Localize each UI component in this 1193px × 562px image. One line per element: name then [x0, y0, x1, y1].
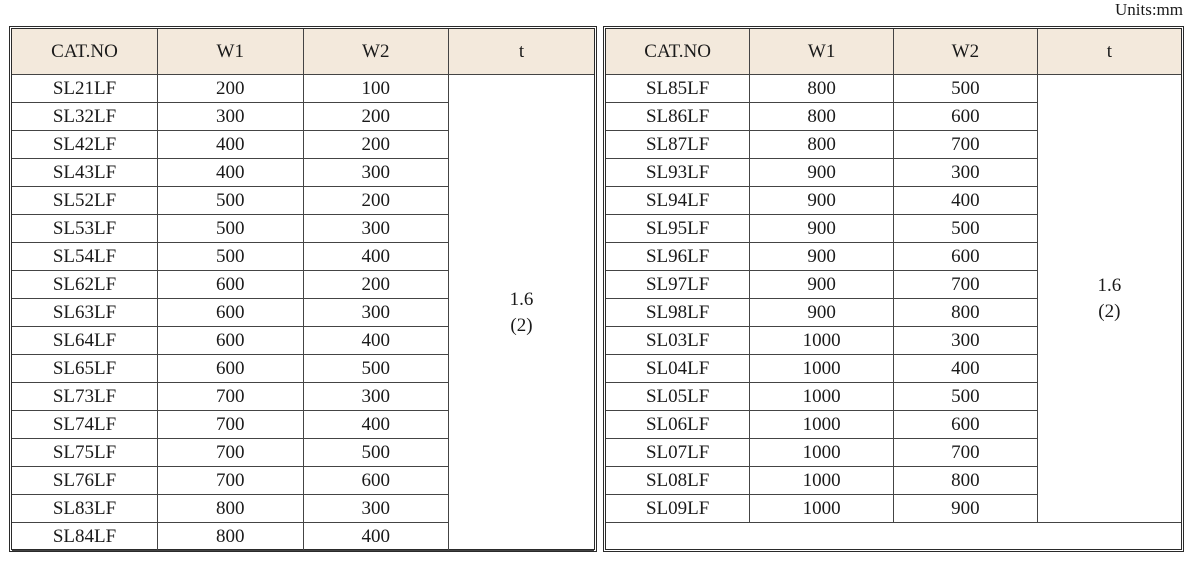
- w1-cell: 900: [750, 271, 894, 299]
- cat-no-cell: SL75LF: [12, 439, 158, 467]
- w1-cell: 700: [158, 439, 304, 467]
- cat-no-cell: SL52LF: [12, 187, 158, 215]
- cat-no-cell: SL85LF: [606, 75, 750, 103]
- w1-cell: 1000: [750, 467, 894, 495]
- w2-cell: 400: [303, 411, 449, 439]
- w2-cell: 400: [894, 355, 1038, 383]
- w2-cell: 600: [894, 411, 1038, 439]
- w1-cell: 800: [750, 103, 894, 131]
- w2-cell: 700: [894, 439, 1038, 467]
- cat-no-cell: SL54LF: [12, 243, 158, 271]
- cat-no-cell: SL76LF: [12, 467, 158, 495]
- cat-no-cell: SL73LF: [12, 383, 158, 411]
- w1-cell: 1000: [750, 327, 894, 355]
- w2-cell: 300: [894, 327, 1038, 355]
- cat-no-cell: SL98LF: [606, 299, 750, 327]
- cat-no-cell: SL32LF: [12, 103, 158, 131]
- units-label: Units:mm: [1114, 0, 1183, 19]
- right-table-body: [606, 75, 1181, 523]
- w2-cell: 100: [303, 75, 449, 103]
- cat-no-cell: SL84LF: [12, 523, 158, 551]
- w2-cell: 600: [894, 243, 1038, 271]
- w1-cell: 700: [158, 467, 304, 495]
- w2-cell: 900: [894, 495, 1038, 523]
- cat-no-cell: SL95LF: [606, 215, 750, 243]
- t-note: (2): [510, 314, 533, 336]
- w1-cell: 800: [750, 75, 894, 103]
- cat-no-cell: SL63LF: [12, 299, 158, 327]
- w2-cell: 300: [303, 299, 449, 327]
- header-w1: W1: [750, 29, 894, 75]
- w1-cell: 800: [158, 495, 304, 523]
- w1-cell: 500: [158, 243, 304, 271]
- w1-cell: 700: [158, 383, 304, 411]
- t-note: (2): [1098, 300, 1121, 322]
- w1-cell: 600: [158, 271, 304, 299]
- cat-no-cell: SL53LF: [12, 215, 158, 243]
- w2-cell: 500: [894, 383, 1038, 411]
- w2-cell: 500: [303, 439, 449, 467]
- w2-cell: 200: [303, 103, 449, 131]
- cat-no-cell: SL03LF: [606, 327, 750, 355]
- header-w2: W2: [894, 29, 1038, 75]
- w2-cell: 300: [303, 159, 449, 187]
- cat-no-cell: SL05LF: [606, 383, 750, 411]
- cat-no-cell: SL43LF: [12, 159, 158, 187]
- w2-cell: 400: [303, 327, 449, 355]
- header-cat-no: CAT.NO: [606, 29, 750, 75]
- w2-cell: 400: [303, 523, 449, 551]
- header-t: t: [1037, 29, 1181, 75]
- w2-cell: 300: [894, 159, 1038, 187]
- w1-cell: 1000: [750, 439, 894, 467]
- w1-cell: 900: [750, 243, 894, 271]
- w2-cell: 500: [894, 75, 1038, 103]
- w2-cell: 800: [894, 299, 1038, 327]
- w1-cell: 1000: [750, 383, 894, 411]
- w1-cell: 800: [750, 131, 894, 159]
- header-t: t: [449, 29, 595, 75]
- cat-no-cell: SL09LF: [606, 495, 750, 523]
- cat-no-cell: SL04LF: [606, 355, 750, 383]
- t-value: 1.6: [1097, 274, 1122, 296]
- w2-cell: 700: [894, 271, 1038, 299]
- w1-cell: 300: [158, 103, 304, 131]
- header-w1: W1: [158, 29, 304, 75]
- w2-cell: 600: [303, 467, 449, 495]
- w1-cell: 900: [750, 159, 894, 187]
- w1-cell: 1000: [750, 495, 894, 523]
- cat-no-cell: SL86LF: [606, 103, 750, 131]
- w1-cell: 1000: [750, 411, 894, 439]
- t-value-cell: [1037, 75, 1181, 523]
- cat-no-cell: SL64LF: [12, 327, 158, 355]
- w1-cell: 600: [158, 327, 304, 355]
- w2-cell: 800: [894, 467, 1038, 495]
- w1-cell: 600: [158, 299, 304, 327]
- t-value-cell: [449, 75, 595, 551]
- w2-cell: 500: [303, 355, 449, 383]
- w1-cell: 1000: [750, 355, 894, 383]
- w2-cell: 500: [894, 215, 1038, 243]
- cat-no-cell: SL87LF: [606, 131, 750, 159]
- w1-cell: 700: [158, 411, 304, 439]
- w2-cell: 200: [303, 271, 449, 299]
- w1-cell: 500: [158, 187, 304, 215]
- w1-cell: 400: [158, 131, 304, 159]
- header-row: [606, 29, 1181, 75]
- w1-cell: 900: [750, 187, 894, 215]
- w2-cell: 300: [303, 383, 449, 411]
- cat-no-cell: SL93LF: [606, 159, 750, 187]
- w1-cell: 800: [158, 523, 304, 551]
- cat-no-cell: SL21LF: [12, 75, 158, 103]
- left-table-body: [12, 75, 594, 551]
- w2-cell: 400: [303, 243, 449, 271]
- left-spec-table: [9, 26, 597, 552]
- w2-cell: 700: [894, 131, 1038, 159]
- header-w2: W2: [303, 29, 449, 75]
- cat-no-cell: SL62LF: [12, 271, 158, 299]
- t-value: 1.6: [509, 288, 534, 310]
- header-row: [12, 29, 594, 75]
- cat-no-cell: SL65LF: [12, 355, 158, 383]
- cat-no-cell: SL74LF: [12, 411, 158, 439]
- w2-cell: 400: [894, 187, 1038, 215]
- w2-cell: 200: [303, 187, 449, 215]
- right-spec-table: [603, 26, 1184, 552]
- w2-cell: 300: [303, 495, 449, 523]
- cat-no-cell: SL06LF: [606, 411, 750, 439]
- w1-cell: 400: [158, 159, 304, 187]
- w1-cell: 500: [158, 215, 304, 243]
- cat-no-cell: SL96LF: [606, 243, 750, 271]
- cat-no-cell: SL83LF: [12, 495, 158, 523]
- cat-no-cell: SL42LF: [12, 131, 158, 159]
- cat-no-cell: SL07LF: [606, 439, 750, 467]
- w1-cell: 900: [750, 215, 894, 243]
- w1-cell: 600: [158, 355, 304, 383]
- w2-cell: 600: [894, 103, 1038, 131]
- w2-cell: 300: [303, 215, 449, 243]
- cat-no-cell: SL97LF: [606, 271, 750, 299]
- header-cat-no: CAT.NO: [12, 29, 158, 75]
- w1-cell: 900: [750, 299, 894, 327]
- cat-no-cell: SL08LF: [606, 467, 750, 495]
- table-row: [606, 75, 1181, 103]
- w1-cell: 200: [158, 75, 304, 103]
- w2-cell: 200: [303, 131, 449, 159]
- cat-no-cell: SL94LF: [606, 187, 750, 215]
- table-row: [12, 75, 594, 103]
